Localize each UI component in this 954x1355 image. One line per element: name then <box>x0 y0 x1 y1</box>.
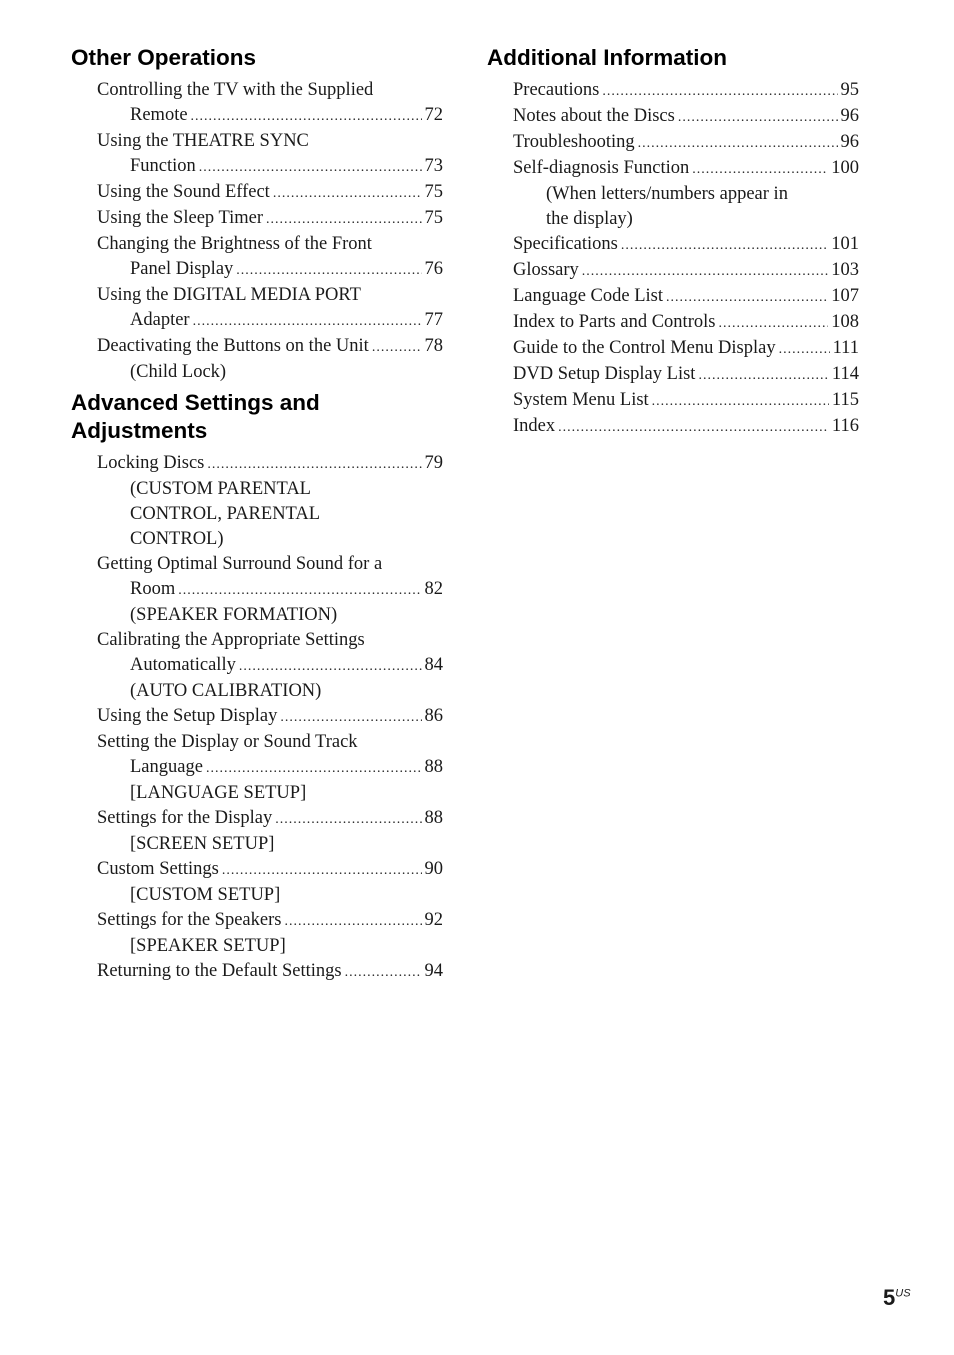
entry-subtitle: [LANGUAGE SETUP] <box>130 783 307 803</box>
toc-entry[interactable]: Using the Setup Display ..... 86 <box>97 704 443 730</box>
page-number: 96 <box>840 106 859 126</box>
entry-subtitle: [SCREEN SETUP] <box>130 834 275 854</box>
leader-dots <box>718 311 828 336</box>
toc-entry[interactable]: Troubleshooting ..... 96 <box>513 130 859 156</box>
toc-entry[interactable]: Guide to the Control Menu Display ..... 111 <box>513 336 859 362</box>
left-column <box>71 44 443 985</box>
toc-list-other-operations <box>71 78 443 385</box>
page-number: 82 <box>424 579 443 599</box>
leader-dots <box>666 285 828 310</box>
entry-subtitle: [CUSTOM SETUP] <box>130 885 281 905</box>
toc-entry[interactable]: Setting the Display or Sound Track Language ..... 88 [LANGUAGE SETUP] <box>97 730 443 806</box>
page-number: 95 <box>840 80 859 100</box>
page-number: 73 <box>424 156 443 176</box>
page-number: 96 <box>840 132 859 152</box>
leader-dots <box>206 756 422 781</box>
page-number: 114 <box>831 364 859 384</box>
toc-entry[interactable]: Specifications ..... 101 <box>513 232 859 258</box>
page-number: 75 <box>424 182 443 202</box>
toc-entry[interactable]: DVD Setup Display List ..... 114 <box>513 362 859 388</box>
leader-dots <box>273 181 422 206</box>
leader-dots <box>692 157 828 182</box>
toc-entry[interactable]: Notes about the Discs ..... 96 <box>513 104 859 130</box>
toc-entry[interactable]: Using the Sound Effect ..... 75 <box>97 180 443 206</box>
section-title-other-operations: Other Operations <box>71 45 257 70</box>
leader-dots <box>602 79 837 104</box>
leader-dots <box>191 104 422 129</box>
page-number: 108 <box>831 312 859 332</box>
toc-entry[interactable]: Controlling the TV with the Supplied Remote ..... 72 <box>97 78 443 129</box>
leader-dots <box>178 578 421 603</box>
page-number: 107 <box>831 286 859 306</box>
leader-dots <box>638 131 838 156</box>
page-number: 94 <box>424 961 443 981</box>
leader-dots <box>199 155 422 180</box>
toc-entry[interactable]: Calibrating the Appropriate Settings Automatically ..... 84 (AUTO CALIBRATION) <box>97 628 443 704</box>
toc-entry[interactable]: Getting Optimal Surround Sound for a Room ..... 82 (SPEAKER FORMATION) <box>97 552 443 628</box>
toc-entry[interactable]: Settings for the Display ..... 88 [SCREEN SETUP] <box>97 806 443 857</box>
leader-dots <box>207 452 421 477</box>
leader-dots <box>236 258 421 283</box>
entry-subtitle: (When letters/numbers appear in <box>546 184 788 204</box>
page-number: 75 <box>424 208 443 228</box>
entry-subtitle: (CUSTOM PARENTAL <box>130 479 311 499</box>
toc-entry[interactable]: Self-diagnosis Function ..... 100 (When letters/numbers appear in the display) <box>513 156 859 232</box>
toc-entry[interactable]: Using the Sleep Timer ..... 75 <box>97 206 443 232</box>
toc-list-advanced-settings <box>71 451 443 985</box>
entry-subtitle: the display) <box>546 209 633 229</box>
leader-dots <box>193 309 422 334</box>
toc-list-additional-information <box>487 78 859 440</box>
entry-subtitle: (AUTO CALIBRATION) <box>130 681 322 701</box>
leader-dots <box>582 259 828 284</box>
page-number: 115 <box>831 390 859 410</box>
page-number: 76 <box>424 259 443 279</box>
leader-dots <box>284 909 421 934</box>
entry-subtitle: CONTROL) <box>130 529 224 549</box>
page-number: 79 <box>424 453 443 473</box>
page-number: 92 <box>424 910 443 930</box>
leader-dots <box>239 654 422 679</box>
leader-dots <box>621 233 828 258</box>
entry-subtitle: CONTROL, PARENTAL <box>130 504 321 524</box>
toc-entry[interactable]: Index ..... 116 <box>513 414 859 440</box>
page-number: 101 <box>831 234 859 254</box>
leader-dots <box>345 960 422 985</box>
section-title-additional-information: Additional Information <box>487 45 727 70</box>
entry-subtitle: (Child Lock) <box>130 362 227 382</box>
page-number: 88 <box>424 808 443 828</box>
right-column <box>487 44 859 440</box>
leader-dots <box>372 335 422 360</box>
toc-entry[interactable]: Precautions ..... 95 <box>513 78 859 104</box>
leader-dots <box>266 207 422 232</box>
toc-entry[interactable]: Changing the Brightness of the Front Panel Display ..... 76 <box>97 232 443 283</box>
toc-entry[interactable]: Returning to the Default Settings ..... 94 <box>97 959 443 985</box>
page-number: 77 <box>424 310 443 330</box>
toc-entry[interactable]: Locking Discs ..... 79 (CUSTOM PARENTAL CONTROL, PARENTAL CONTROL) <box>97 451 443 552</box>
page-number: 100 <box>831 158 859 178</box>
toc-entry[interactable]: Deactivating the Buttons on the Unit ..... 78 (Child Lock) <box>97 334 443 385</box>
toc-entry[interactable]: Using the THEATRE SYNC Function ..... 73 <box>97 129 443 180</box>
toc-entry[interactable]: Settings for the Speakers ..... 92 [SPEAKER SETUP] <box>97 908 443 959</box>
page-number: 88 <box>424 757 443 777</box>
leader-dots <box>652 389 829 414</box>
leader-dots <box>558 415 829 440</box>
page-number: 116 <box>831 416 859 436</box>
leader-dots <box>280 705 421 730</box>
toc-entry[interactable]: Index to Parts and Controls ..... 108 <box>513 310 859 336</box>
toc-entry[interactable]: Using the DIGITAL MEDIA PORT Adapter ..... 77 <box>97 283 443 334</box>
toc-entry[interactable]: Custom Settings ..... 90 [CUSTOM SETUP] <box>97 857 443 908</box>
leader-dots <box>222 858 422 883</box>
toc-entry[interactable]: Glossary ..... 103 <box>513 258 859 284</box>
section-title-advanced-settings: Advanced Settings and Adjustments <box>71 390 320 443</box>
region-code: US <box>895 1287 911 1300</box>
entry-subtitle: [SPEAKER SETUP] <box>130 936 286 956</box>
leader-dots <box>698 363 828 388</box>
page-number: 78 <box>424 336 443 356</box>
page-number: 86 <box>424 706 443 726</box>
leader-dots <box>779 337 830 362</box>
page-number: 72 <box>424 105 443 125</box>
leader-dots <box>275 807 421 832</box>
toc-entry[interactable]: Language Code List ..... 107 <box>513 284 859 310</box>
page-number: 84 <box>424 655 443 675</box>
page-number: 90 <box>424 859 443 879</box>
page-footer-number: $5^{US}$ <box>883 1285 911 1310</box>
page-number: 111 <box>832 338 859 358</box>
leader-dots <box>678 105 838 130</box>
page-number: 103 <box>831 260 859 280</box>
entry-subtitle: (SPEAKER FORMATION) <box>130 605 338 625</box>
toc-entry[interactable]: System Menu List ..... 115 <box>513 388 859 414</box>
